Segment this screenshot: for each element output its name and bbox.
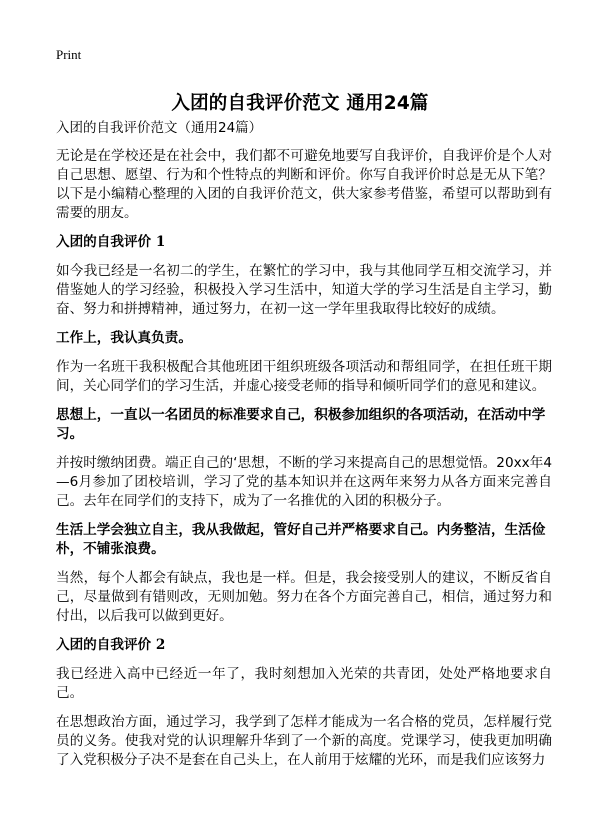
section-2-heading: 入团的自我评价 2 <box>56 637 166 653</box>
life-paragraph: 当然，每个人都会有缺点，我也是一样。但是，我会接受别人的建议，不断反省自己，尽量做到有错则改，无则加勉。努力在各个方面完善自己，相信，通过努力和付出，以后我可以做到更好。 <box>56 570 552 624</box>
work-subheading: 工作上，我认真负责。 <box>56 330 192 346</box>
thought-subheading: 思想上，一直以一名团员的标准要求自己，积极参加组织的各项活动，在活动中学习。 <box>56 407 546 442</box>
article-subtitle: 入团的自我评价范文（通用24篇） <box>56 120 263 136</box>
life-subheading: 生活上学会独立自主，我从我做起，管好自己并严格要求自己。内务整洁，生活俭朴，不铺张浪费。 <box>56 522 546 557</box>
section-2-paragraph-1: 我已经进入高中已经近一年了，我时刻想加入光荣的共青团，处处严格地要求自己。 <box>56 666 552 701</box>
page-title: 入团的自我评价范文 通用24篇 <box>171 93 429 115</box>
intro-paragraph: 无论是在学校还是在社会中，我们都不可避免地要写自我评价，自我评价是个人对自己思想、愿望、行为和个性特点的判断和评价。你写自我评价时总是无从下笔？以下是小编精心整理的入团的自我评价范文，供大家参考借鉴，希望可以帮助到有需要的朋友。 <box>56 148 552 221</box>
section-1-paragraph-1: 如今我已经是一名初二的学生，在繁忙的学习中，我与其他同学互相交流学习，并借鉴她人的学习经验，积极投入学习生活中，知道大学的学习生活是自主学习，勤奋、努力和拼搏精神，通过努力，在初一这一学年里我取得比较好的成绩。 <box>56 263 552 317</box>
work-paragraph: 作为一名班干我积极配合其他班团干组织班级各项活动和帮组同学，在担任班干期间，关心同学们的学习生活，并虚心接受老师的指导和倾听同学们的意见和建议。 <box>56 359 552 394</box>
article-body <box>56 119 552 780</box>
thought-paragraph: 并按时缴纳团费。端正自己的‘思想，不断的学习来提高自己的思想觉悟。20xx年4—6月参加了团校培训，学习了党的基本知识并在这两年来努力从各方面来完善自己。去年在同学们的支持下，成为了一名推优的入团的积极分子。 <box>56 455 552 509</box>
section-1-heading: 入团的自我评价 1 <box>56 234 166 250</box>
print-link[interactable]: Print <box>56 47 82 62</box>
section-2-paragraph-2: 在思想政治方面，通过学习，我学到了怎样才能成为一名合格的党员，怎样履行党员的义务。使我对党的认识理解升华到了一个新的高度。党课学习，使我更加明确了入党积极分子决不是套在自己头上，在人前用于炫耀的光环，而是我们应该努力 <box>56 714 552 768</box>
